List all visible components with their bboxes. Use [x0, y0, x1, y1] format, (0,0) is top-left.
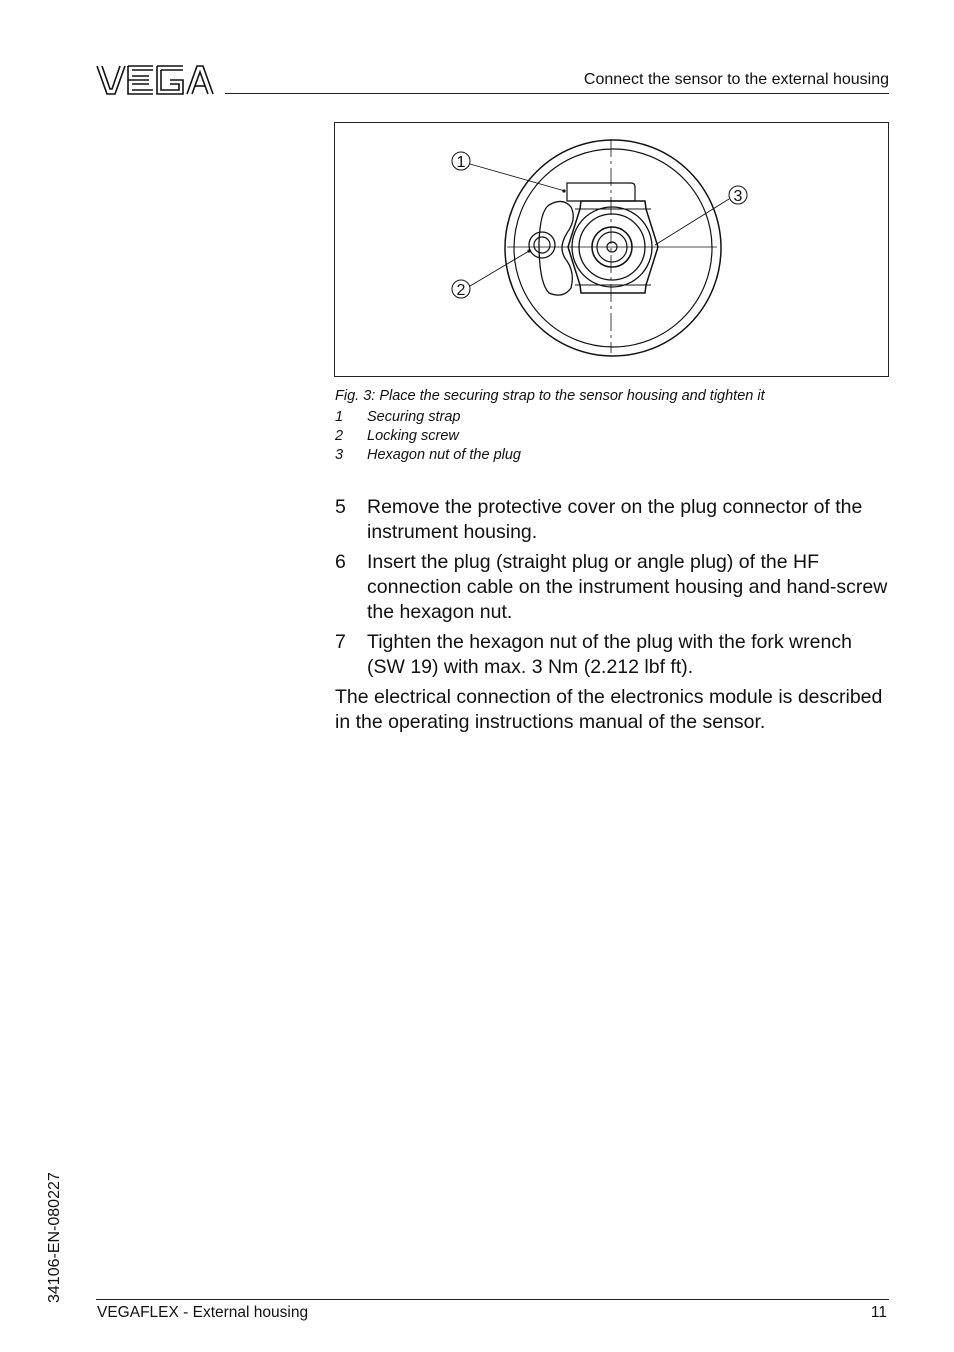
- step-number: 6: [335, 551, 346, 573]
- legend-text: Hexagon nut of the plug: [367, 447, 521, 463]
- step-number: 5: [335, 496, 346, 518]
- callout-1: 1: [456, 154, 466, 171]
- header-rule: [225, 93, 889, 94]
- legend-text: Locking screw: [367, 428, 459, 444]
- callout-3: 3: [733, 188, 743, 205]
- legend-number: 2: [335, 428, 344, 444]
- legend-item: [335, 427, 521, 446]
- header-title: Connect the sensor to the external housing: [583, 71, 889, 88]
- sensor-housing-drawing: [335, 123, 888, 376]
- figure-legend: [335, 408, 521, 465]
- legend-number: 3: [335, 447, 344, 463]
- legend-item: [335, 446, 521, 465]
- step-text: Remove the protective cover on the plug connector of the instrument housing.: [367, 496, 863, 543]
- body-paragraph: The electrical connection of the electronics module is described in the operating instructions manual of the sensor.: [335, 686, 883, 733]
- figure-caption: Fig. 3: Place the securing strap to the sensor housing and tighten it: [335, 388, 765, 404]
- step-number: 7: [335, 631, 346, 653]
- step-item: [335, 550, 895, 625]
- legend-text: Securing strap: [367, 409, 461, 425]
- callout-2: 2: [456, 282, 466, 299]
- page-number: 11: [870, 1304, 887, 1321]
- footer-title: VEGAFLEX - External housing: [97, 1304, 309, 1321]
- instruction-steps: [335, 495, 895, 735]
- footer-rule: [96, 1299, 889, 1300]
- figure-sensor-housing: [334, 122, 889, 377]
- legend-item: [335, 408, 521, 427]
- vega-logo: [95, 62, 215, 98]
- legend-number: 1: [335, 409, 344, 425]
- document-id: 34106-EN-080227: [46, 1172, 63, 1303]
- step-item: [335, 630, 895, 680]
- step-text: Insert the plug (straight plug or angle plug) of the HF connection cable on the instrument housing and hand-screw the hexagon nut.: [367, 551, 888, 623]
- step-text: Tighten the hexagon nut of the plug with the fork wrench (SW 19) with max. 3 Nm (2.212 lbf ft).: [367, 631, 852, 678]
- step-item: [335, 495, 895, 545]
